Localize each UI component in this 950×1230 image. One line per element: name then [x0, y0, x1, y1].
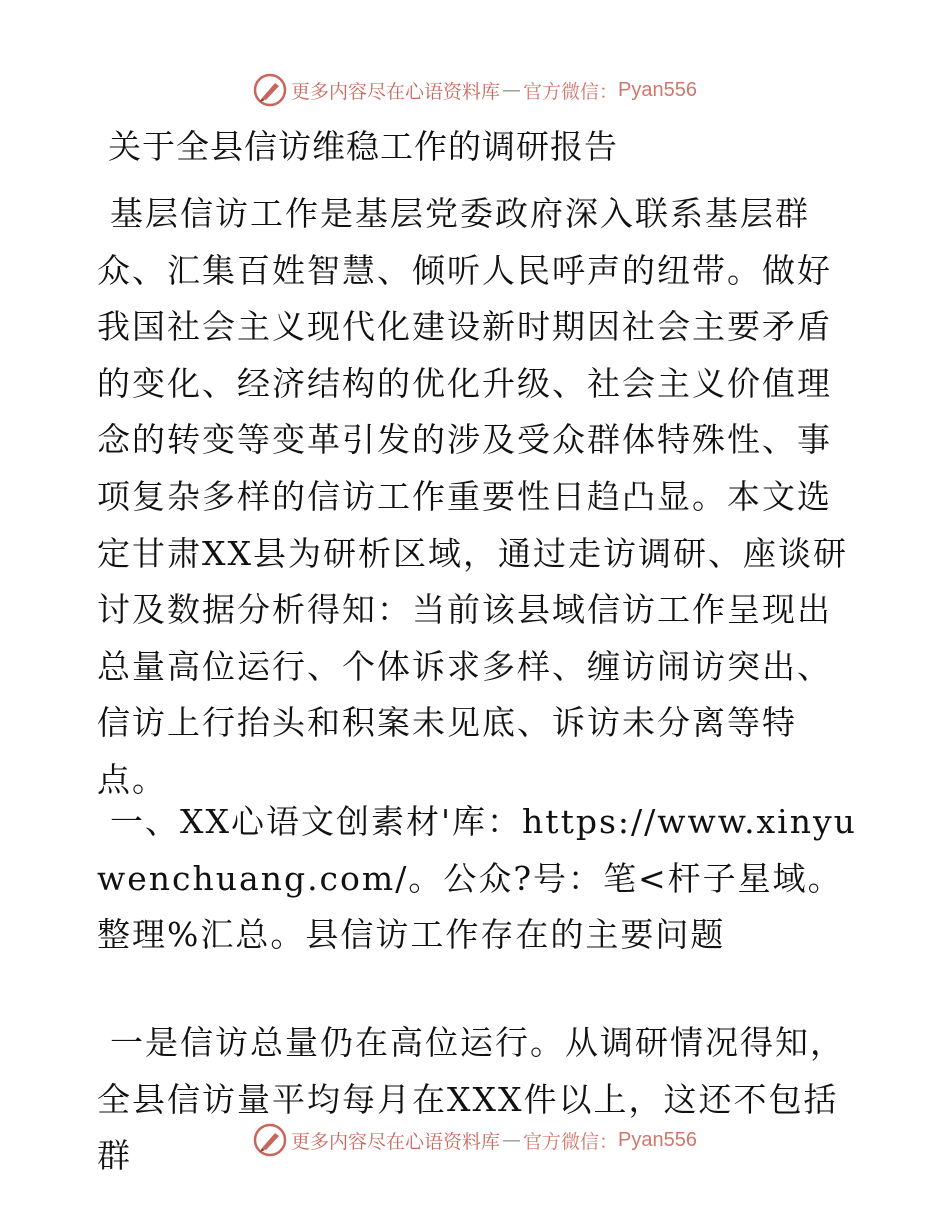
watermark-wechat-id: Pyan556 — [618, 1128, 697, 1151]
watermark-wechat-label: 官方微信： — [523, 1130, 619, 1153]
pen-logo-icon — [253, 73, 287, 107]
header-watermark — [0, 70, 950, 110]
watermark-separator: — — [502, 79, 522, 101]
body-paragraph-point-one: 一是信访总量仍在高位运行。从调研情况得知，全县信访量平均每月在XXX件以上，这还不包括群 — [97, 1023, 845, 1176]
document-title: 关于全县信访维稳工作的调研报告 — [108, 127, 618, 166]
watermark-wechat-label: 官方微信： — [523, 80, 619, 103]
watermark-separator: — — [502, 1129, 522, 1151]
watermark-text: 更多内容尽在心语资料库 — [291, 80, 501, 103]
watermark-wechat-id: Pyan556 — [618, 78, 697, 101]
watermark-text: 更多内容尽在心语资料库 — [291, 1130, 501, 1153]
pen-logo-icon — [253, 1123, 287, 1157]
footer-watermark — [0, 1120, 950, 1160]
body-paragraph-intro: 基层信访工作是基层党委政府深入联系基层群众、汇集百姓智慧、倾听人民呼声的纽带。做好我国社会主义现代化建设新时期因社会主要矛盾的变化、经济结构的优化升级、社会主义价值理念的转变等变革引发的涉及受众群体特殊性、事项复杂多样的信访工作重要性日趋凸显。本文选定甘肃XX县为研析区域，通过走访调研、座谈研讨及数据分析得知：当前该县域信访工作呈现出总量高位运行、个体诉求多样、缠访闹访突出、信访上行抬头和积案未见底、诉访未分离等特点。 — [97, 194, 848, 799]
body-paragraph-section-heading: 一、XX心语文创素材'库：https://www.xinyuwenchuang.com/。公众?号：笔<杆子星域。整理%汇总。县信访工作存在的主要问题 — [97, 802, 857, 955]
